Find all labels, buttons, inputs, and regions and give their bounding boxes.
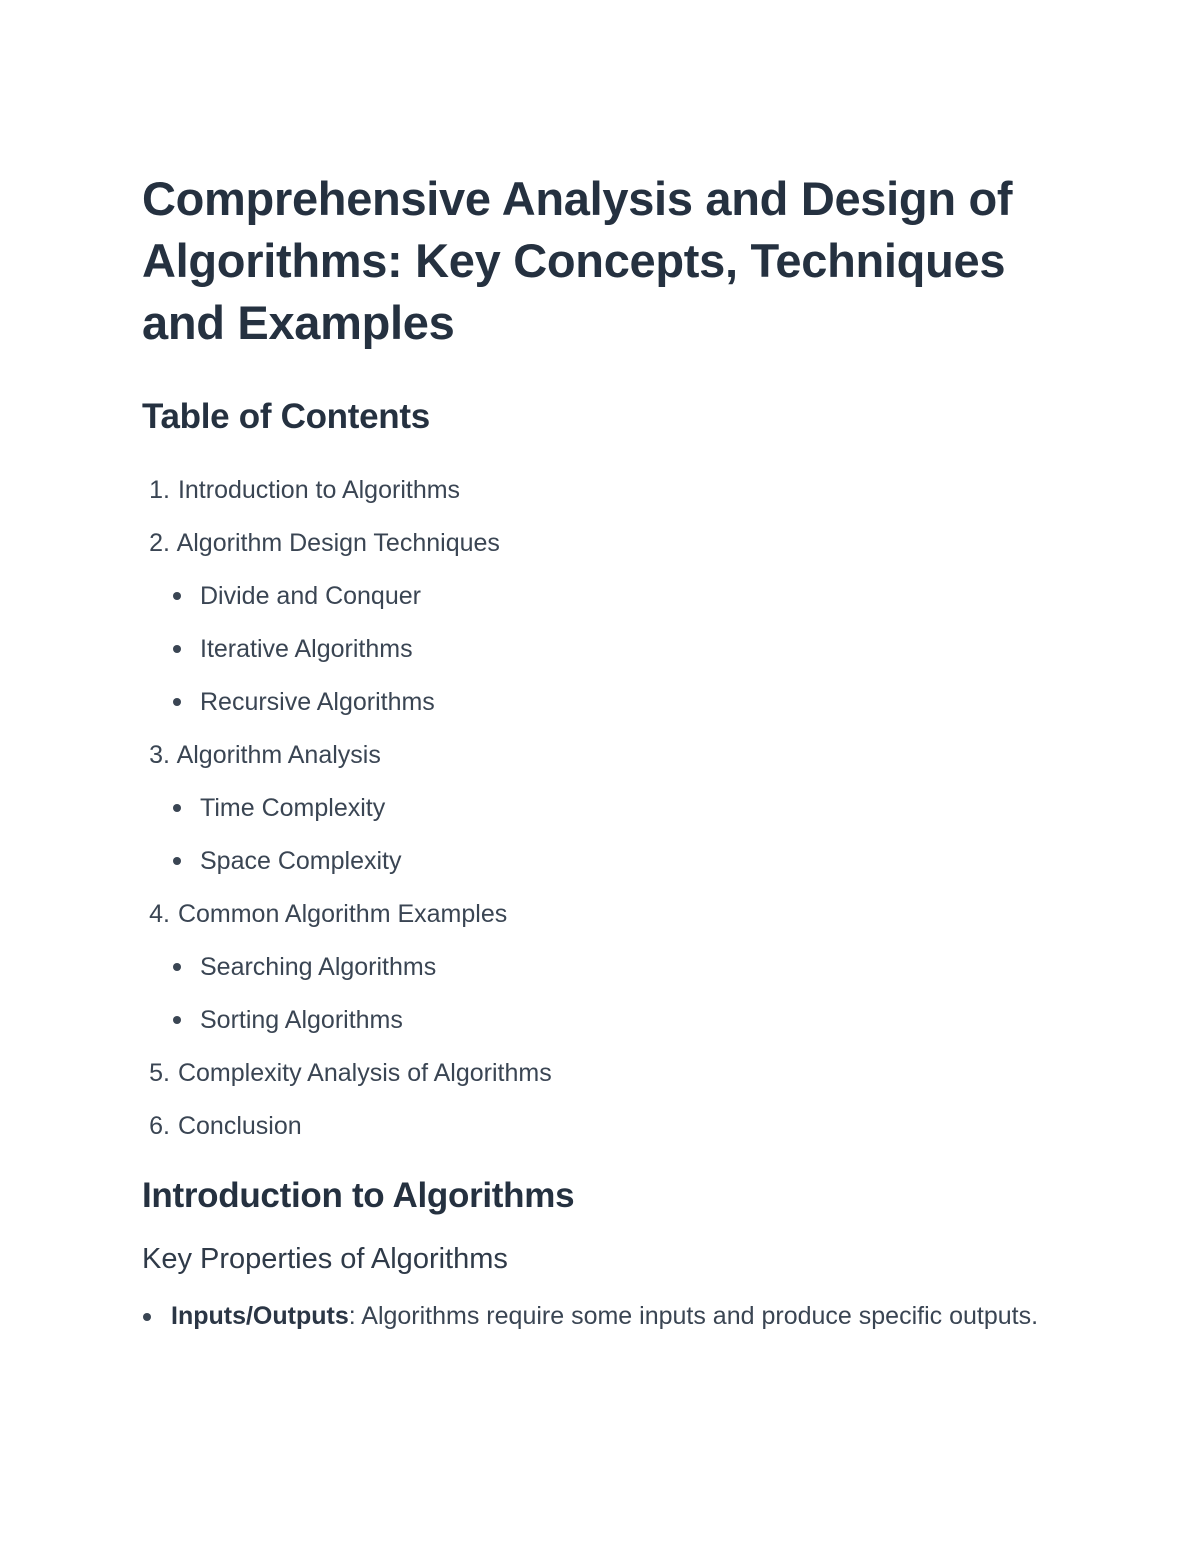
bullet-icon <box>173 857 181 865</box>
toc-subitem-label: Time Complexity <box>200 794 386 822</box>
toc-item-label: Algorithm Design Techniques <box>176 529 500 557</box>
toc-subitem-label: Sorting Algorithms <box>200 1006 403 1034</box>
property-item <box>142 1297 1050 1336</box>
toc-item-number: 5. <box>149 1059 170 1087</box>
toc-item-number: 6. <box>149 1112 170 1140</box>
toc-item <box>142 1047 1050 1100</box>
toc-subitem <box>172 835 1050 888</box>
properties-list <box>142 1297 1050 1336</box>
bullet-icon <box>173 698 181 706</box>
bullet-icon <box>173 804 181 812</box>
toc-item-label: Introduction to Algorithms <box>177 476 461 504</box>
toc-item-number: 4. <box>149 900 170 928</box>
subsection-heading: Key Properties of Algorithms <box>142 1243 508 1275</box>
table-of-contents <box>142 464 1050 1153</box>
toc-item-label: Complexity Analysis of Algorithms <box>177 1059 552 1087</box>
toc-subitem <box>172 676 1050 729</box>
toc-sublist <box>142 570 1050 729</box>
toc-subitem <box>172 994 1050 1047</box>
toc-subitem-label: Iterative Algorithms <box>200 635 413 663</box>
toc-item-number: 3. <box>149 741 170 769</box>
toc-subitem <box>172 623 1050 676</box>
toc-subitem-label: Divide and Conquer <box>200 582 421 610</box>
bullet-icon <box>173 963 181 971</box>
toc-heading: Table of Contents <box>142 397 430 436</box>
toc-subitem-label: Searching Algorithms <box>200 953 437 981</box>
bullet-icon <box>143 1313 151 1321</box>
toc-item <box>142 888 1050 1047</box>
toc-item-number: 1. <box>149 476 170 504</box>
toc-item <box>142 729 1050 888</box>
bullet-icon <box>173 645 181 653</box>
toc-subitem <box>172 941 1050 994</box>
toc-item-label: Conclusion <box>177 1112 302 1140</box>
bullet-icon <box>173 592 181 600</box>
document-title: Comprehensive Analysis and Design of Algorithms: Key Concepts, Techniques and Examples <box>142 172 1013 349</box>
property-text: Algorithms require some inputs and produce specific outputs. <box>355 1302 1039 1330</box>
toc-subitem <box>172 570 1050 623</box>
toc-subitem-label: Space Complexity <box>200 847 402 875</box>
toc-sublist <box>142 941 1050 1047</box>
toc-subitem <box>172 782 1050 835</box>
section-heading: Introduction to Algorithms <box>142 1176 575 1215</box>
bullet-icon <box>173 1016 181 1024</box>
property-term: Inputs/Outputs <box>171 1302 349 1330</box>
toc-item <box>142 517 1050 729</box>
toc-item-label: Common Algorithm Examples <box>177 900 508 928</box>
toc-item-number: 2. <box>149 529 170 557</box>
toc-item-label: Algorithm Analysis <box>176 741 381 769</box>
toc-item <box>142 464 1050 517</box>
toc-sublist <box>142 782 1050 888</box>
toc-subitem-label: Recursive Algorithms <box>200 688 435 716</box>
toc-item <box>142 1100 1050 1153</box>
property-separator: : <box>348 1302 356 1330</box>
